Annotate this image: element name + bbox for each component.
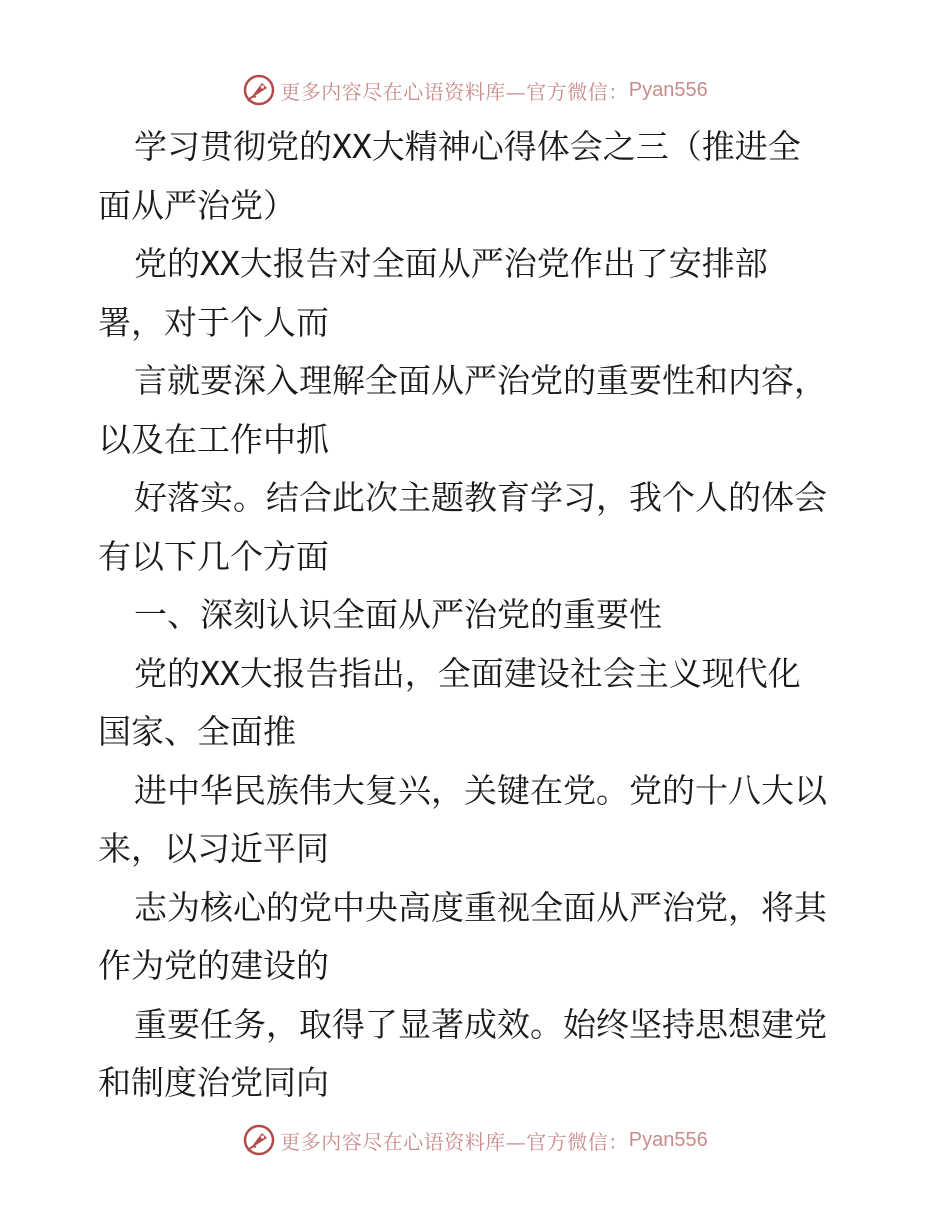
banner-text: 更多内容尽在心语资料库—官方微信：: [280, 1129, 629, 1154]
text-line: 志为核心的党中央高度重视全面从严治党，将其: [134, 887, 827, 927]
banner-wechat-id: Pyan556: [628, 1128, 708, 1151]
header-banner: [0, 70, 950, 110]
text-line: 有以下几个方面: [98, 536, 329, 576]
banner-wechat-id: Pyan556: [628, 78, 708, 101]
footer-banner: [0, 1120, 950, 1160]
text-line: 一、深刻认识全面从严治党的重要性: [134, 595, 662, 634]
text-line: 和制度治党同向: [98, 1063, 329, 1102]
text-line: 署，对于个人而: [98, 302, 329, 342]
text-line: 国家、全面推: [98, 712, 296, 751]
text-line: 进中华民族伟大复兴，关键在党。党的十八大以: [134, 770, 827, 810]
banner-text: 更多内容尽在心语资料库—官方微信：: [280, 79, 629, 104]
text-line: 党的XX大报告对全面从严治党作出了安排部: [134, 244, 768, 283]
text-line: 学习贯彻党的XX大精神心得体会之三（推进全: [134, 127, 801, 166]
text-line: 言就要深入理解全面从严治党的重要性和内容，: [134, 361, 827, 400]
text-line: 面从严治党）: [98, 185, 296, 225]
text-line: 来，以习近平同: [98, 829, 329, 868]
text-line: 党的XX大报告指出，全面建设社会主义现代化: [134, 653, 801, 693]
text-line: 以及在工作中抓: [98, 419, 329, 459]
text-line: 作为党的建设的: [98, 946, 329, 985]
pen-nib-logo-icon: [242, 1123, 276, 1157]
pen-nib-logo-icon: [242, 73, 276, 107]
text-line: 好落实。结合此次主题教育学习，我个人的体会: [134, 478, 827, 517]
text-line: 重要任务，取得了显著成效。始终坚持思想建党: [134, 1004, 827, 1044]
document-body: [98, 118, 858, 1113]
